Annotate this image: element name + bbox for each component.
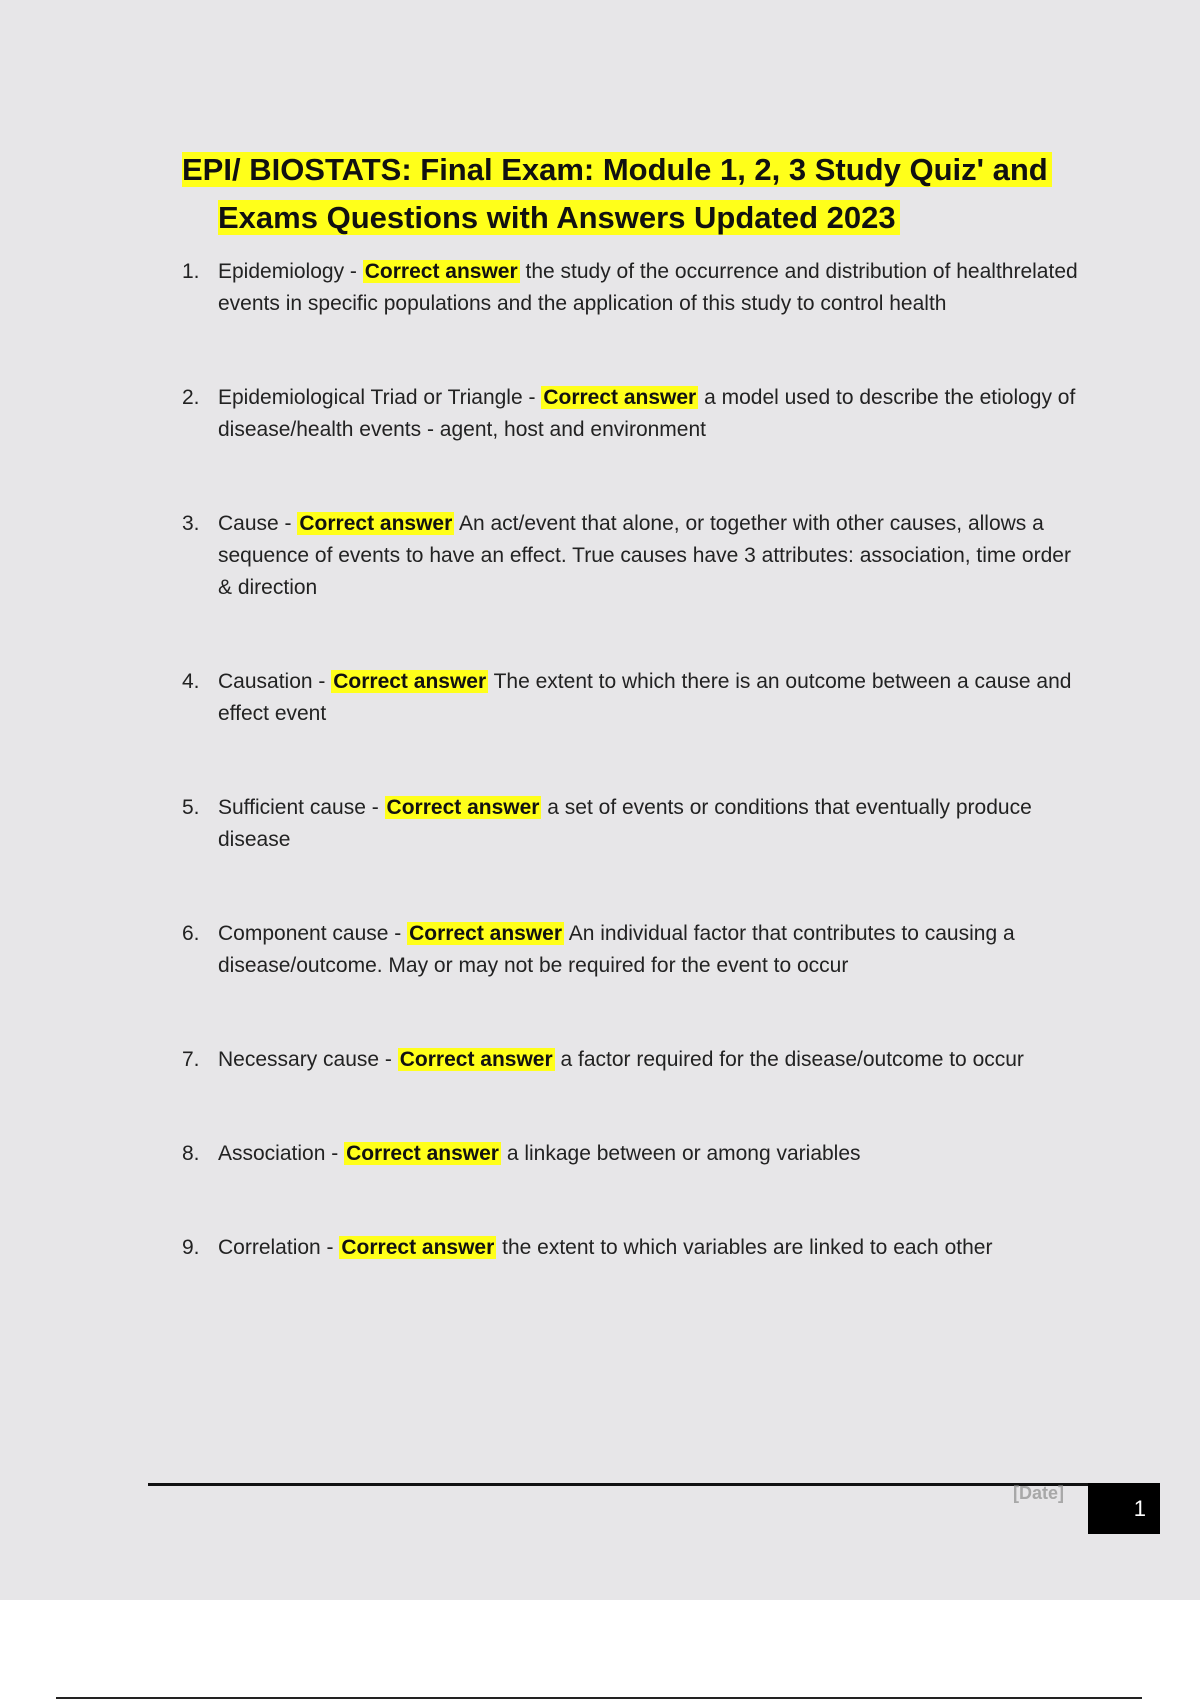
answer-text: a linkage between or among variables bbox=[506, 1142, 861, 1165]
question-item bbox=[182, 1044, 1082, 1076]
question-term: Component cause - bbox=[218, 922, 402, 945]
question-item bbox=[182, 382, 1082, 446]
question-item bbox=[182, 666, 1082, 730]
question-term: Sufficient cause - bbox=[218, 796, 379, 819]
question-number: 1. bbox=[182, 260, 200, 283]
question-number: 2. bbox=[182, 386, 200, 409]
question-number: 6. bbox=[182, 922, 200, 945]
page-number: 1 bbox=[1133, 1496, 1146, 1521]
title-line-2: Exams Questions with Answers Updated 2023 bbox=[218, 200, 900, 235]
question-term: Necessary cause - bbox=[218, 1048, 392, 1071]
answer-text: a model used to describe the etiology of disease/health events - agent, host and environment bbox=[218, 386, 1076, 441]
question-item bbox=[182, 1232, 1082, 1264]
correct-answer-label: Correct answer bbox=[399, 1048, 553, 1071]
answer-text: a set of events or conditions that eventually produce disease bbox=[218, 796, 1032, 851]
next-page-divider bbox=[56, 1697, 1142, 1699]
footer-divider bbox=[148, 1483, 1088, 1486]
question-item bbox=[182, 1138, 1082, 1170]
question-item bbox=[182, 508, 1082, 604]
question-number: 7. bbox=[182, 1048, 200, 1071]
correct-answer-label: Correct answer bbox=[299, 512, 453, 535]
answer-text: the extent to which variables are linked to each other bbox=[502, 1236, 993, 1259]
question-term: Correlation - bbox=[218, 1236, 334, 1259]
correct-answer-label: Correct answer bbox=[333, 670, 487, 693]
answer-text: a factor required for the disease/outcome to occur bbox=[560, 1048, 1024, 1071]
correct-answer-label: Correct answer bbox=[346, 1142, 499, 1165]
document-title bbox=[182, 146, 1082, 242]
answer-text: An individual factor that contributes to causing a disease/outcome. May or may not be required for the event to occur bbox=[218, 922, 1015, 977]
correct-answer-label: Correct answer bbox=[386, 796, 540, 819]
question-number: 9. bbox=[182, 1236, 200, 1259]
answer-text: The extent to which there is an outcome between a cause and effect event bbox=[218, 670, 1072, 725]
question-item bbox=[182, 256, 1082, 320]
answer-text: An act/event that alone, or together with other causes, allows a sequence of events to have an effect. True causes have 3 attributes: association, time order & direction bbox=[218, 512, 1071, 599]
question-number: 3. bbox=[182, 512, 200, 535]
question-item bbox=[182, 918, 1082, 982]
question-number: 8. bbox=[182, 1142, 200, 1165]
question-item bbox=[182, 792, 1082, 856]
question-term: Association - bbox=[218, 1142, 339, 1165]
question-term: Cause - bbox=[218, 512, 292, 535]
correct-answer-label: Correct answer bbox=[409, 922, 563, 945]
footer-date: [Date] bbox=[1013, 1483, 1065, 1503]
title-line-1: EPI/ BIOSTATS: Final Exam: Module 1, 2, 3 Study Quiz' and bbox=[182, 152, 1052, 187]
question-term: Epidemiological Triad or Triangle - bbox=[218, 386, 536, 409]
question-term: Epidemiology - bbox=[218, 260, 357, 283]
question-list bbox=[182, 256, 1082, 1264]
question-number: 5. bbox=[182, 796, 200, 819]
question-term: Causation - bbox=[218, 670, 326, 693]
question-number: 4. bbox=[182, 670, 200, 693]
correct-answer-label: Correct answer bbox=[364, 260, 518, 283]
page-number-box bbox=[1088, 1483, 1160, 1534]
correct-answer-label: Correct answer bbox=[543, 386, 697, 409]
answer-text: the study of the occurrence and distribution of healthrelated events in specific populations and the application of this study to control health bbox=[218, 260, 1078, 315]
correct-answer-label: Correct answer bbox=[341, 1236, 495, 1259]
